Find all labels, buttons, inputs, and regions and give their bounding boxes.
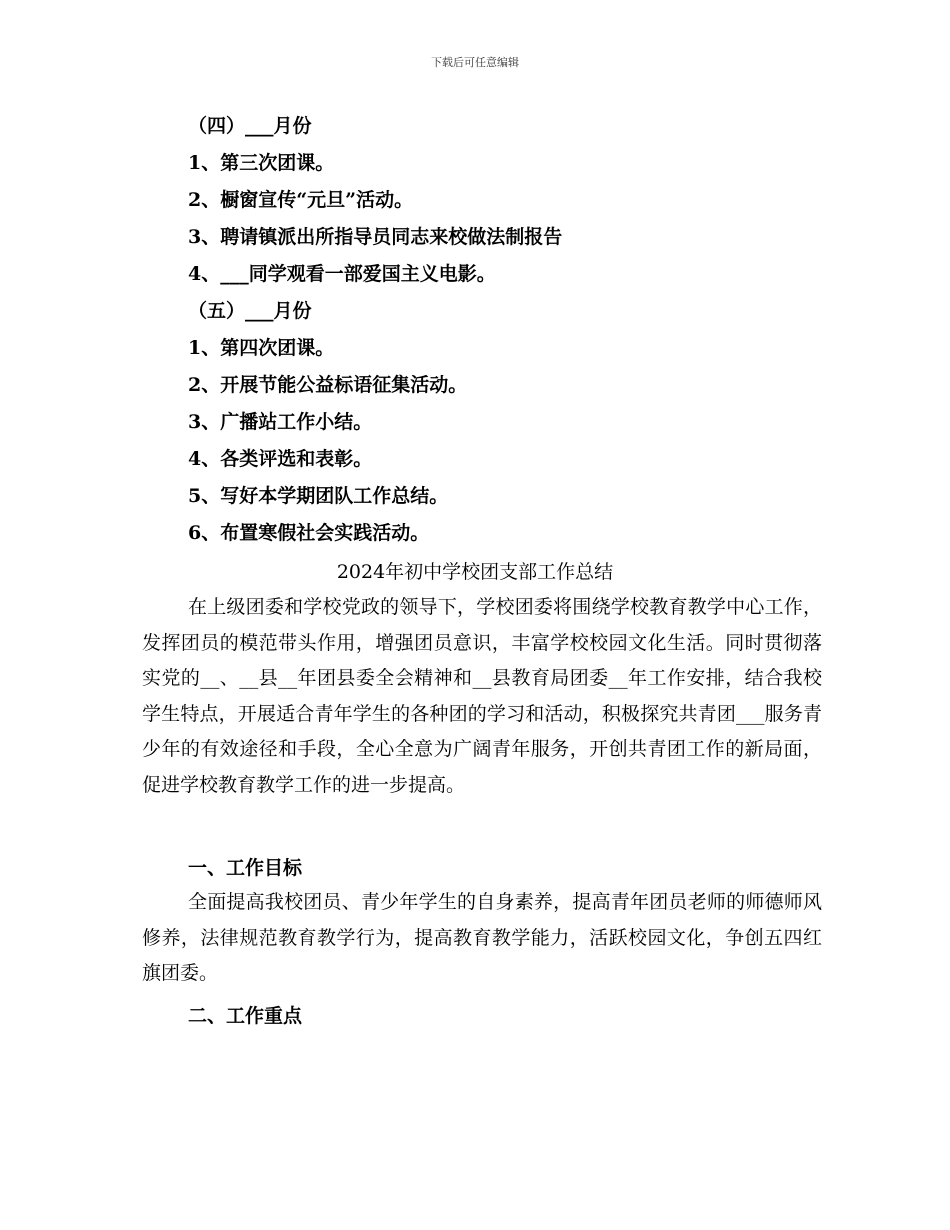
list-item: 2、橱窗宣传“元旦”活动。 — [188, 189, 414, 211]
list-item: 5、写好本学期团队工作总结。 — [188, 485, 449, 507]
list-item: 2、开展节能公益标语征集活动。 — [188, 374, 468, 396]
section-heading-goals: 一、工作目标 — [188, 857, 303, 879]
list-item: 3、聘请镇派出所指导员同志来校做法制报告 — [188, 226, 563, 248]
section-heading-focus: 二、工作重点 — [188, 1005, 303, 1027]
list-item: 4、___同学观看一部爱国主义电影。 — [188, 263, 496, 285]
list-item: 4、各类评选和表彰。 — [188, 448, 373, 470]
intro-paragraph: 在上级团委和学校党政的领导下，学校团委将围绕学校教育教学中心工作，发挥团员的模范带头作用，增强团员意识，丰富学校校园文化生活。同时贯彻落实党的__、__县__年团县委全会精神和__县教育局团委__年工作安排，结合我校学生特点，开展适合青年学生的各种团的学习和活动，积极探究共青团___服务青少年的有效途径和手段，全心全意为广阔青年服务，开创共青团工作的新局面，促进学校教育教学工作的进一步提高。 — [142, 596, 822, 796]
document-title: 2024年初中学校团支部工作总结 — [336, 561, 614, 583]
list-item: 1、第三次团课。 — [188, 152, 335, 174]
list-item: 6、布置寒假社会实践活动。 — [188, 522, 430, 544]
list-item: 3、广播站工作小结。 — [188, 411, 373, 433]
list-item: 1、第四次团课。 — [188, 337, 335, 359]
list-five-heading: （五）___月份 — [188, 300, 312, 322]
goals-paragraph: 全面提高我校团员、青少年学生的自身素养，提高青年团员老师的师德师风修养，法律规范教育教学行为，提高教育教学能力，活跃校园文化，争创五四红旗团委。 — [142, 891, 822, 985]
list-four-heading: （四）___月份 — [188, 115, 312, 137]
page-header-note: 下载后可任意编辑 — [431, 56, 519, 69]
